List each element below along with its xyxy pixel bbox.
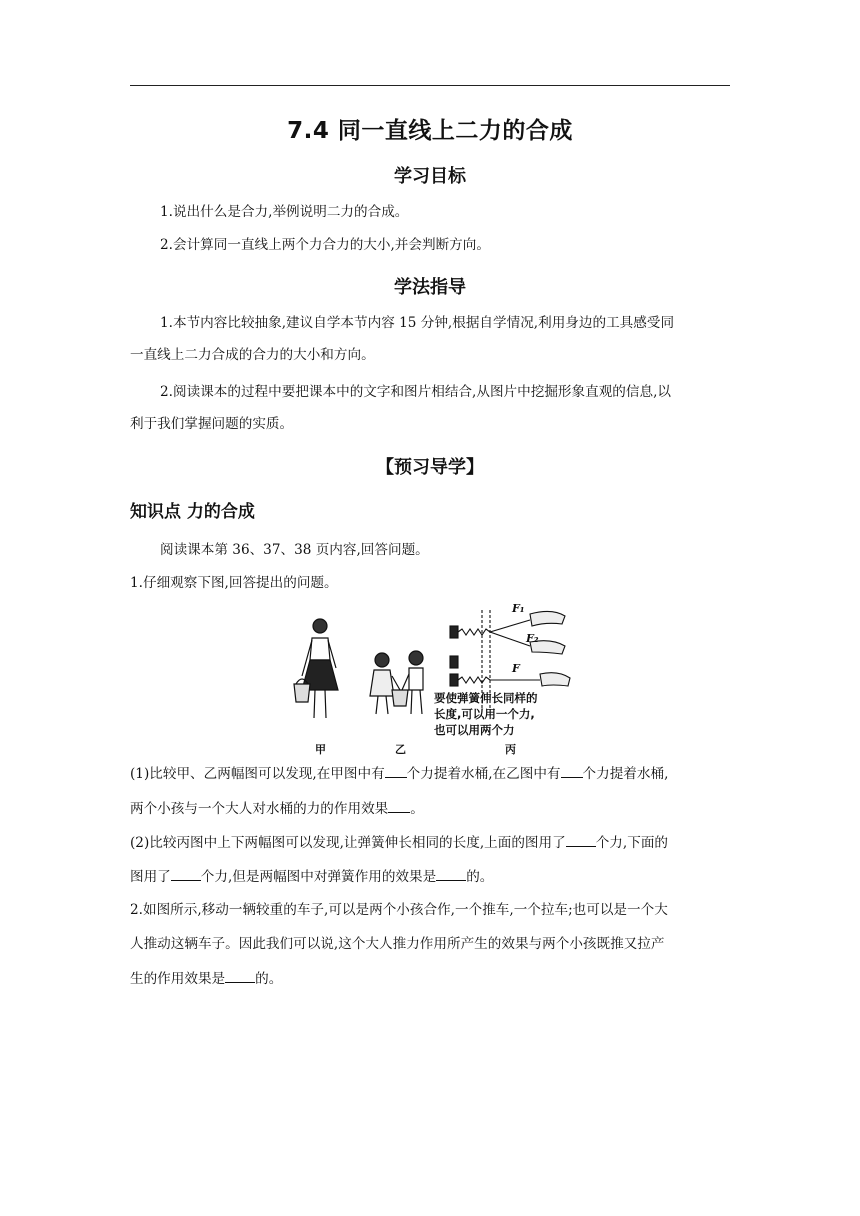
q2-text-line3b: 的。 [255, 971, 283, 987]
q1-1-text-line2a: 两个小孩与一个大人对水桶的力的作用效果 [130, 801, 389, 817]
question-2-line-2: 人推动这辆车子。因此我们可以说,这个大人推力作用所产生的效果与两个小孩既推又拉产 [130, 936, 665, 952]
q1-2-text-a: (2)比较丙图中上下两幅图可以发现,让弹簧伸长相同的长度,上面的图用了 [130, 835, 566, 851]
goal-item-2: 2.会计算同一直线上两个力合力的大小,并会判断方向。 [160, 237, 490, 253]
q1-2-text-line2a: 图用了 [130, 869, 171, 885]
preview-heading: 【预习导学】 [376, 457, 484, 478]
question-1: 1.仔细观察下图,回答提出的问题。 [130, 575, 338, 591]
answer-blank[interactable] [566, 832, 596, 847]
method-p1-line1: 1.本节内容比较抽象,建议自学本节内容 15 分钟,根据自学情况,利用身边的工具感受同 [160, 315, 675, 331]
figure-note-line-1: 要使弹簧伸长同样的 [434, 691, 538, 705]
header-rule [130, 85, 730, 86]
method-heading: 学法指导 [394, 277, 466, 298]
answer-blank[interactable] [436, 866, 466, 881]
force-label-f1: F₁ [512, 602, 525, 615]
knowledge-point-heading: 知识点 力的合成 [130, 502, 255, 522]
woman-carrying-bucket-illustration [294, 619, 338, 718]
method-p1-line2: 一直线上二力合成的合力的大小和方向。 [130, 347, 375, 363]
figure-note [434, 690, 538, 738]
q1-1-text-c: 个力提着水桶, [582, 766, 669, 782]
q1-1-text-b: 个力提着水桶,在乙图中有 [406, 766, 561, 782]
figure-label-bing: 丙 [505, 743, 516, 756]
two-children-carrying-bucket-illustration [370, 651, 423, 714]
figure-note-line-3: 也可以用两个力 [434, 723, 515, 737]
answer-blank[interactable] [225, 968, 255, 983]
figure-label-yi: 乙 [395, 743, 406, 756]
question-1-2-line-1 [130, 832, 730, 853]
preview-intro: 阅读课本第 36、37、38 页内容,回答问题。 [160, 542, 429, 558]
figure-label-jia: 甲 [315, 743, 326, 756]
question-1-1-line-1 [130, 763, 730, 784]
goal-item-1: 1.说出什么是合力,举例说明二力的合成。 [160, 204, 409, 220]
question-2-line-3 [130, 968, 730, 989]
method-p2-line1: 2.阅读课本的过程中要把课本中的文字和图片相结合,从图片中挖掘形象直观的信息,以 [160, 384, 671, 400]
force-label-f: F [512, 662, 520, 675]
answer-blank[interactable] [171, 866, 201, 881]
answer-blank[interactable] [388, 798, 410, 813]
q1-1-text-line2b: 。 [410, 801, 424, 817]
q2-text-line3a: 生的作用效果是 [130, 971, 226, 987]
answer-blank[interactable] [385, 763, 407, 778]
answer-blank[interactable] [561, 763, 583, 778]
q1-1-text-a: (1)比较甲、乙两幅图可以发现,在甲图中有 [130, 766, 385, 782]
method-p2-line2: 利于我们掌握问题的实质。 [130, 416, 294, 432]
goals-heading: 学习目标 [394, 166, 466, 187]
q1-2-text-b: 个力,下面的 [595, 835, 669, 851]
force-label-f2: F₂ [526, 632, 539, 645]
question-1-1-line-2 [130, 798, 730, 819]
figure-note-line-2: 长度,可以用一个力, [434, 707, 535, 721]
page-title: 7.4 同一直线上二力的合成 [287, 118, 573, 144]
q1-2-text-line2c: 的。 [466, 869, 494, 885]
question-1-2-line-2 [130, 866, 730, 887]
question-2-line-1: 2.如图所示,移动一辆较重的车子,可以是两个小孩合作,一个推车,一个拉车;也可以是一个大 [130, 902, 668, 918]
q1-2-text-line2b: 个力,但是两幅图中对弹簧作用的效果是 [200, 869, 437, 885]
